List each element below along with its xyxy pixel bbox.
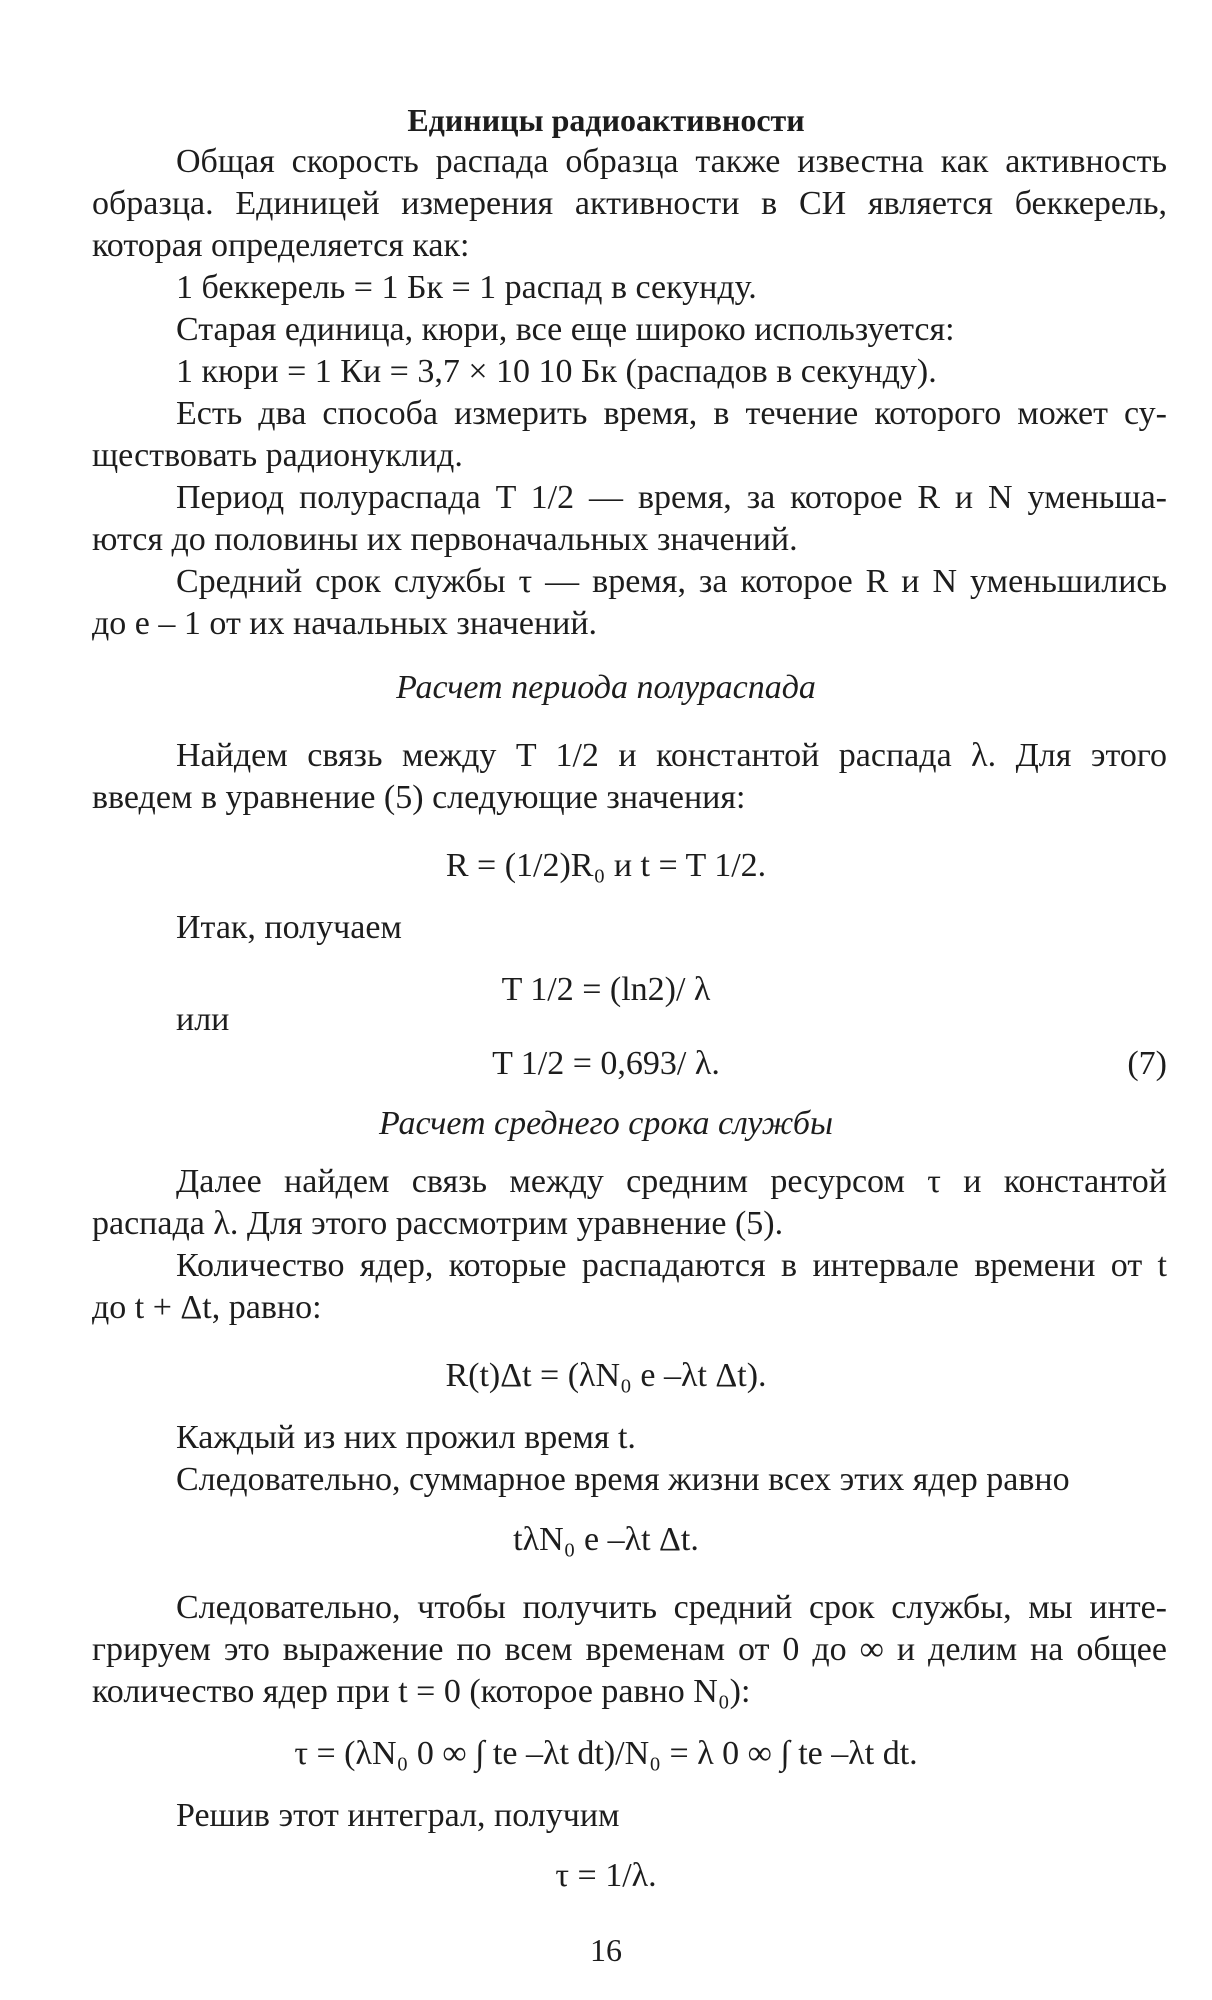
equation-tau-integral: τ = (λN₀ 0 ∞ ∫ te –λt dt)/N₀ = λ 0 ∞ ∫ te –λt dt. xyxy=(294,1735,918,1772)
paragraph-integrate-line1: Следовательно, чтобы получить средний срок службы, мы инте- xyxy=(176,1589,1167,1626)
line-solve: Решив этот интеграл, получим xyxy=(176,1797,620,1834)
line-ili: или xyxy=(176,1001,230,1038)
subheading-mean-life: Расчет среднего срока службы xyxy=(379,1105,833,1142)
line-total-time: Следовательно, суммарное время жизни всех этих ядер равно xyxy=(176,1461,1070,1498)
equation-tau: τ = 1/λ. xyxy=(555,1857,657,1894)
equation-r-half: R = (1/2)R₀ и t = T 1/2. xyxy=(445,847,767,884)
curie-definition: 1 кюри = 1 Ки = 3,7 × 10 10 Бк (распадов в секунду). xyxy=(176,353,937,390)
line-each-lived: Каждый из них прожил время t. xyxy=(176,1419,636,1456)
paragraph-half-life-line2: ются до половины их первоначальных значений. xyxy=(92,521,798,558)
paragraph-activity-line1: Общая скорость распада образца также известна как активность xyxy=(176,143,1167,180)
paragraph-next-line1: Далее найдем связь между средним ресурсом τ и константой xyxy=(176,1163,1167,1200)
paragraph-half-life-line1: Период полураспада T 1/2 — время, за которое R и N уменьша- xyxy=(176,479,1167,516)
section-heading: Единицы радиоактивности xyxy=(407,102,805,138)
paragraph-integrate-line3: количество ядер при t = 0 (которое равно N₀): xyxy=(92,1673,751,1710)
paragraph-count-line2: до t + Δt, равно: xyxy=(92,1289,322,1326)
equation-total: tλN₀ e –λt Δt. xyxy=(513,1521,699,1558)
old-unit-line: Старая единица, кюри, все еще широко используется: xyxy=(176,311,955,348)
paragraph-link-line2: введем в уравнение (5) следующие значения: xyxy=(92,779,746,816)
page-number: 16 xyxy=(590,1932,622,1968)
subheading-half-life: Расчет периода полураспада xyxy=(396,669,816,706)
paragraph-count-line1: Количество ядер, которые распадаются в интервале времени от t xyxy=(176,1247,1167,1284)
paragraph-link-line1: Найдем связь между T 1/2 и константой распада λ. Для этого xyxy=(176,737,1167,774)
paragraph-two-ways-line2: ществовать радионуклид. xyxy=(92,437,463,474)
equation-number: (7) xyxy=(1127,1045,1167,1082)
paragraph-mean-life-line1: Средний срок службы τ — время, за которое R и N уменьшились xyxy=(176,563,1167,600)
paragraph-mean-life-line2: до e – 1 от их начальных значений. xyxy=(92,605,598,642)
line-itak: Итак, получаем xyxy=(176,909,402,946)
paragraph-two-ways-line1: Есть два способа измерить время, в течение которого может су- xyxy=(176,395,1167,432)
paragraph-next-line2: распада λ. Для этого рассмотрим уравнение (5). xyxy=(92,1205,784,1242)
paragraph-activity-line3: которая определяется как: xyxy=(92,227,470,264)
equation-t-0693: T 1/2 = 0,693/ λ. xyxy=(492,1045,720,1082)
becquerel-definition: 1 беккерель = 1 Бк = 1 распад в секунду. xyxy=(176,269,757,306)
equation-r-dt: R(t)Δt = (λN₀ e –λt Δt). xyxy=(445,1357,767,1394)
equation-t-ln2: T 1/2 = (ln2)/ λ xyxy=(501,971,711,1008)
paragraph-activity-line2: образца. Единицей измерения активности в СИ является беккерель, xyxy=(92,185,1167,222)
paragraph-integrate-line2: грируем это выражение по всем временам от 0 до ∞ и делим на общее xyxy=(92,1631,1167,1668)
